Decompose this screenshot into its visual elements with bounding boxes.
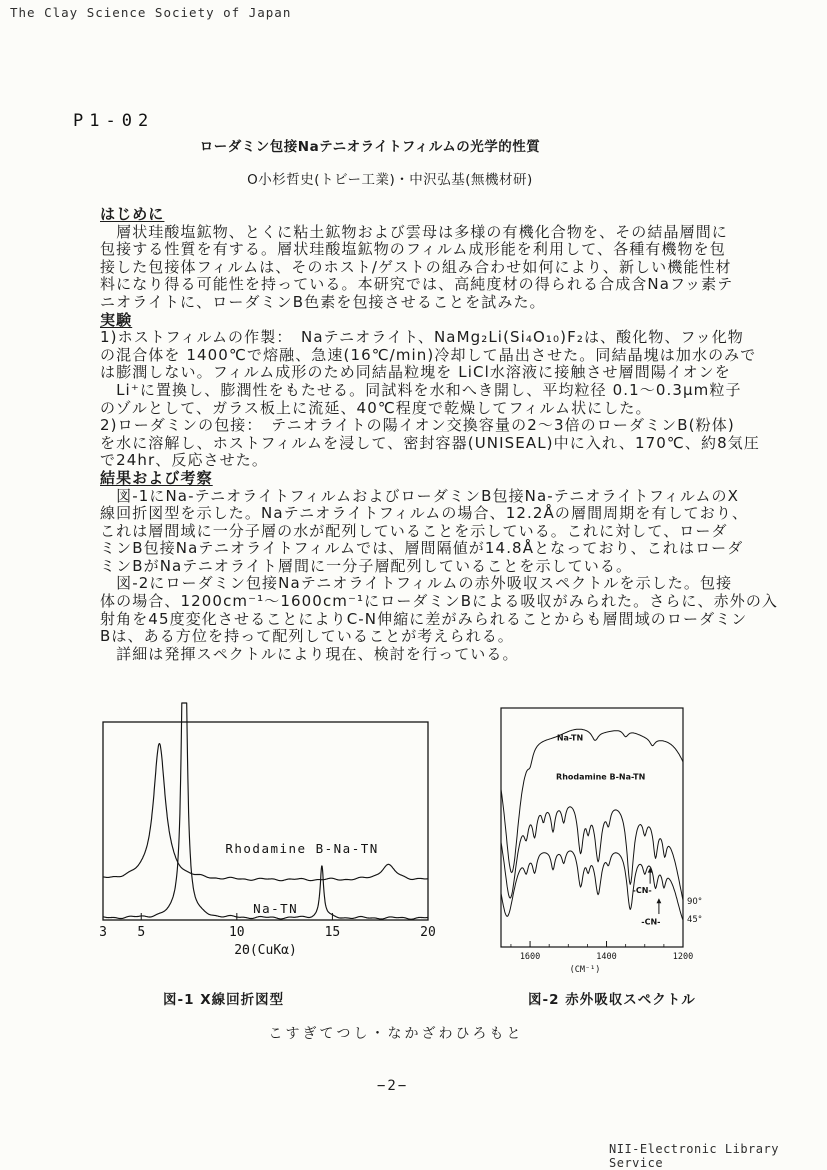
abstract-body: [100, 206, 780, 663]
body-line: 図-2にローダミン包接Naテニオライトフィルムの赤外吸収スペクトルを示した。包接: [100, 574, 733, 593]
body-line: 図-1にNa-テニオライトフィルムおよびローダミンB包接Na-テニオライトフィルムのX: [100, 486, 739, 505]
paper-code: P1-02: [73, 111, 155, 131]
figure-2-caption: 図-2 赤外吸収スペクトル: [528, 992, 696, 1008]
body-line: 1)ホストフィルムの作製： Naテニオライト、NaMg₂Li(Si₄O₁₀)F₂は、酸化物、フッ化物: [100, 328, 744, 347]
body-line: 層状珪酸塩鉱物、とくに粘土鉱物および雲母は多様の有機化合物を、その結晶層間に: [100, 222, 728, 241]
body-line: 包接する性質を有する。層状珪酸塩鉱物のフィルム成形能を利用して、各種有機物を包: [100, 240, 726, 259]
svg-text:-CN-: -CN-: [641, 917, 661, 927]
body-line: 線回折図型を示した。Naテニオライトフィルムの場合、12.2Åの層間周期を有しており、: [100, 504, 749, 523]
figure-1-caption: 図-1 X線回折図型: [163, 992, 285, 1008]
svg-text:1600: 1600: [519, 952, 541, 962]
nii-footer: NII-Electronic Library Service: [609, 1142, 779, 1170]
svg-text:90°: 90°: [687, 896, 703, 907]
body-line: ニオライトに、ローダミンB色素を包接させることを試みた。: [100, 292, 546, 311]
svg-text:15: 15: [324, 925, 341, 940]
paper-authors: O小杉哲史(トビー工業)・中沢弘基(無機材研): [247, 172, 533, 188]
body-line: 2)ローダミンの包接： テニオライトの陽イオン交換容量の2〜3倍のローダミンB(粉体): [100, 416, 735, 435]
svg-text:20: 20: [420, 925, 436, 940]
figure-2-container: [485, 700, 715, 982]
svg-text:2Θ(CuKα): 2Θ(CuKα): [234, 943, 297, 958]
page-number: −2−: [377, 1078, 409, 1094]
body-line: のゾルとして、ガラス板上に流延、40℃程度で乾燥してフィルム状にした。: [100, 398, 652, 417]
body-line: 詳細は発揮スペクトルにより現在、検討を行っている。: [100, 644, 519, 663]
section-heading: 実験: [100, 310, 133, 329]
body-line: ミンB包接Naテニオライトフィルムでは、層間隔値が14.8Åとなっており、これはローダ: [100, 539, 744, 558]
society-header: The Clay Science Society of Japan: [10, 5, 292, 20]
xrd-chart: [95, 695, 440, 960]
section-heading: 結果および考察: [100, 468, 213, 487]
body-line: 射角を45度変化させることによりC-N伸縮に差がみられることからも層間域のローダミン: [100, 609, 748, 628]
body-line: 接した包接体フィルムは、そのホスト/ゲストの組み合わせ如何により、新しい機能性材: [100, 257, 732, 276]
body-line: を水に溶解し、ホストフィルムを浸して、密封容器(UNISEAL)中に入れ、170℃、約8気圧: [100, 433, 760, 452]
body-line: Bは、ある方位を持って配列していることが考えられる。: [100, 627, 514, 646]
body-line: の混合体を 1400℃で熔融、急速(16℃/min)冷却して晶出させた。同結晶塊は加水のみで: [100, 345, 757, 364]
authors-kana: こすぎてつし・なかざわひろもと: [268, 1026, 524, 1042]
svg-text:10: 10: [228, 925, 245, 940]
body-line: 料になり得る可能性を持っている。本研究では、高純度材の得られる合成含Naフッ素テ: [100, 275, 734, 294]
ir-spectrum-chart: [485, 700, 715, 978]
svg-text:1400: 1400: [596, 952, 617, 962]
body-line: 体の場合、1200cm⁻¹〜1600cm⁻¹にローダミンBによる吸収がみられた。さらに、赤外の入: [100, 592, 779, 611]
svg-text:Na-TN: Na-TN: [253, 901, 299, 917]
body-line: これは層間域に一分子層の水が配列していることを示している。これに対して、ローダ: [100, 521, 728, 540]
body-line: ミンBがNaテニオライト層間に一分子層配列していることを示している。: [100, 556, 633, 575]
body-line: Li⁺に置換し、膨潤性をもたせる。同試料を水和へき開し、平均粒径 0.1〜0.3μm粒子: [100, 380, 742, 399]
body-line: で24hr、反応させた。: [100, 451, 268, 470]
svg-text:-CN-: -CN-: [632, 886, 652, 896]
svg-text:Na-TN: Na-TN: [556, 733, 584, 743]
figure-1-container: [95, 695, 440, 964]
svg-text:(CM⁻¹): (CM⁻¹): [569, 965, 601, 975]
svg-text:3: 3: [99, 925, 107, 940]
svg-text:5: 5: [137, 925, 146, 940]
body-line: は膨潤しない。フィルム成形のため同結晶粒塊を LiCl水溶液に接触させ層間陽イオンを: [100, 363, 731, 382]
svg-text:45°: 45°: [687, 914, 703, 925]
section-heading: はじめに: [100, 205, 165, 223]
svg-text:Rhodamine B-Na-TN: Rhodamine B-Na-TN: [556, 772, 646, 782]
svg-text:1200: 1200: [672, 952, 694, 962]
svg-text:Rhodamine B-Na-TN: Rhodamine B-Na-TN: [225, 841, 379, 857]
paper-title: ローダミン包接Naテニオライトフィルムの光学的性質: [199, 139, 541, 155]
